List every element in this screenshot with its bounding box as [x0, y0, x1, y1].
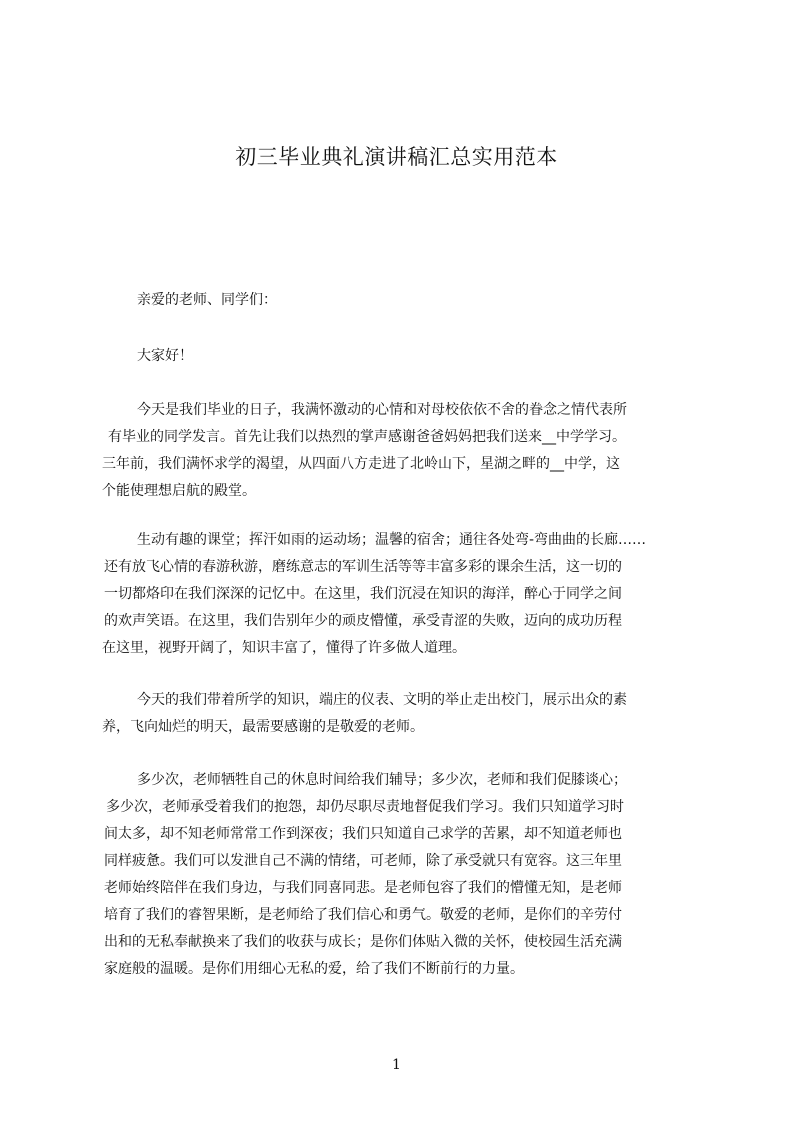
greeting-line: 亲爱的老师、同学们：	[137, 292, 277, 308]
paragraph-line: 养，飞向灿烂的明天，最需要感谢的是敬爱的老师。	[102, 719, 424, 735]
paragraph-line: 的欢声笑语。在这里，我们告别年少的顽皮懵懂，承受青涩的失败，迈向的成功历程	[104, 613, 622, 629]
paragraph-line: 同样疲惫。我们可以发泄自己不满的情绪，可老师，除了承受就只有宽容。这三年里	[104, 853, 622, 869]
paragraph-line: 老师始终陪伴在我们身边，与我们同喜同悲。是老师包容了我们的懵懂无知，是老师	[104, 880, 622, 896]
paragraph-line: 家庭般的温暖。是你们用细心无私的爱，给了我们不断前行的力量。	[104, 961, 524, 977]
paragraph-line: 出和的无私奉献换来了我们的收获与成长；是你们体贴入微的关怀，使校园生活充满	[104, 934, 622, 950]
paragraph-line: 今天是我们毕业的日子，我满怀激动的心情和对母校依依不舍的眷念之情代表所	[137, 402, 627, 418]
paragraph-line: 间太多，却不知老师常常工作到深夜；我们只知道自己求学的苦累，却不知道老师也	[104, 826, 622, 842]
paragraph-line: 在这里，视野开阔了，知识丰富了，懂得了许多做人道理。	[102, 640, 466, 656]
paragraph-line: 个能使理想启航的殿堂。	[102, 483, 256, 499]
page-number: 1	[392, 1057, 401, 1073]
paragraph-line: 有毕业的同学发言。首先让我们以热烈的掌声感谢爸爸妈妈把我们送来__中学学习。	[108, 429, 626, 445]
paragraph-line: 三年前，我们满怀求学的渴望，从四面八方走进了北岭山下，星湖之畔的__中学，这	[102, 456, 620, 472]
paragraph-line: 今天的我们带着所学的知识，端庄的仪表、文明的举止走出校门，展示出众的素	[137, 692, 627, 708]
paragraph-line: 一切都烙印在我们深深的记忆中。在这里，我们沉浸在知识的海洋，醉心于同学之间	[104, 586, 622, 602]
hello-line: 大家好！	[137, 348, 193, 364]
document-title: 初三毕业典礼演讲稿汇总实用范本	[235, 145, 558, 169]
paragraph-line: 培育了我们的睿智果断，是老师给了我们信心和勇气。敬爱的老师，是你们的辛劳付	[104, 907, 622, 923]
paragraph-line: 还有放飞心情的春游秋游，磨练意志的军训生活等等丰富多彩的课余生活，这一切的	[104, 559, 622, 575]
paragraph-line: 多少次，老师牺牲自己的休息时间给我们辅导；多少次，老师和我们促膝谈心；	[137, 772, 627, 788]
paragraph-line: 多少次，老师承受着我们的抱怨，却仍尽职尽责地督促我们学习。我们只知道学习时	[106, 799, 624, 815]
paragraph-line: 生动有趣的课堂；挥汗如雨的运动场；温馨的宿舍；通往各处弯-弯曲曲的长廊……	[137, 532, 647, 548]
